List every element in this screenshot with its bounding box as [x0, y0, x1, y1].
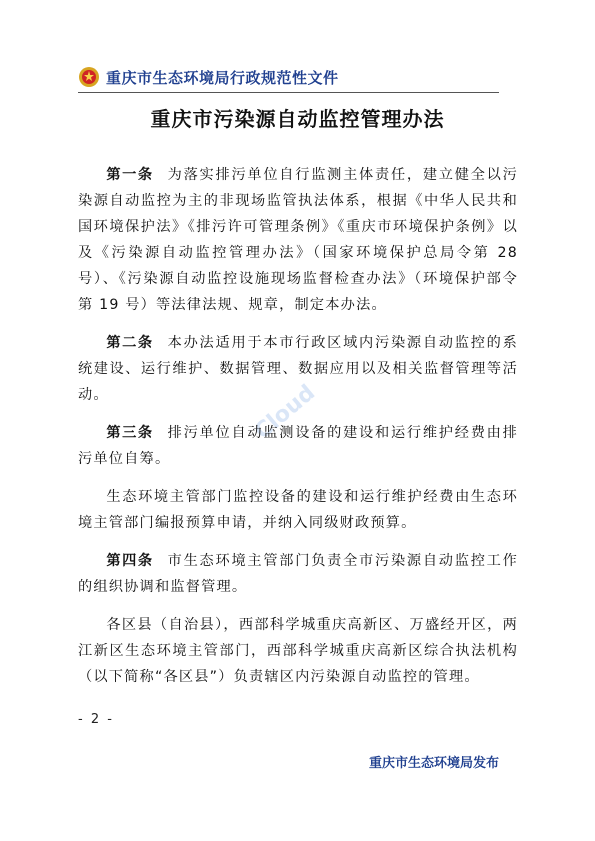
paragraph-article-4-cont: [78, 612, 518, 690]
watermark: Cloud: [250, 380, 321, 445]
article-label: 第二条: [106, 335, 154, 351]
header-title: 重庆市生态环境局行政规范性文件: [106, 68, 339, 87]
paragraph-article-4: [78, 548, 518, 600]
paragraph-article-1: [78, 162, 518, 318]
paragraph-text: 生态环境主管部门监控设备的建设和运行维护经费由生态环境主管部门编报预算申请，并纳入同级财政预算。: [78, 489, 518, 531]
document-body: [78, 162, 518, 702]
national-emblem-icon: [78, 66, 100, 88]
paragraph-text: 市生态环境主管部门负责全市污染源自动监控工作的组织协调和监督管理。: [78, 553, 518, 595]
paragraph-text: 排污单位自动监测设备的建设和运行维护经费由排污单位自筹。: [78, 425, 518, 467]
header-divider: [78, 92, 499, 93]
paragraph-article-3-cont: [78, 484, 518, 536]
article-label: 第一条: [106, 167, 154, 183]
paragraph-article-2: [78, 330, 518, 408]
document-header: [78, 66, 339, 88]
page-number: - 2 -: [78, 712, 114, 727]
document-title: 重庆市污染源自动监控管理办法: [150, 107, 445, 131]
paragraph-text: 本办法适用于本市行政区域内污染源自动监控的系统建设、运行维护、数据管理、数据应用以及相关监督管理等活动。: [78, 335, 518, 403]
paragraph-article-3: [78, 420, 518, 472]
footer-publisher: 重庆市生态环境局发布: [368, 756, 499, 771]
paragraph-text: 各区县（自治县），西部科学城重庆高新区、万盛经开区，两江新区生态环境主管部门，西部科学城重庆高新区综合执法机构（以下简称“各区县”）负责辖区内污染源自动监控的管理。: [78, 617, 518, 685]
article-label: 第三条: [106, 425, 154, 441]
paragraph-text: 为落实排污单位自行监测主体责任，建立健全以污染源自动监控为主的非现场监管执法体系，根据《中华人民共和国环境保护法》《排污许可管理条例》《重庆市环境保护条例》以及《污染源自动监控管理办法》（国家环境保护总局令第 28号）、《污染源自动监控设施现场监督检查办法》（环境保护部令第 19 号）等法律法规、规章，制定本办法。: [78, 167, 518, 313]
article-label: 第四条: [106, 553, 154, 569]
